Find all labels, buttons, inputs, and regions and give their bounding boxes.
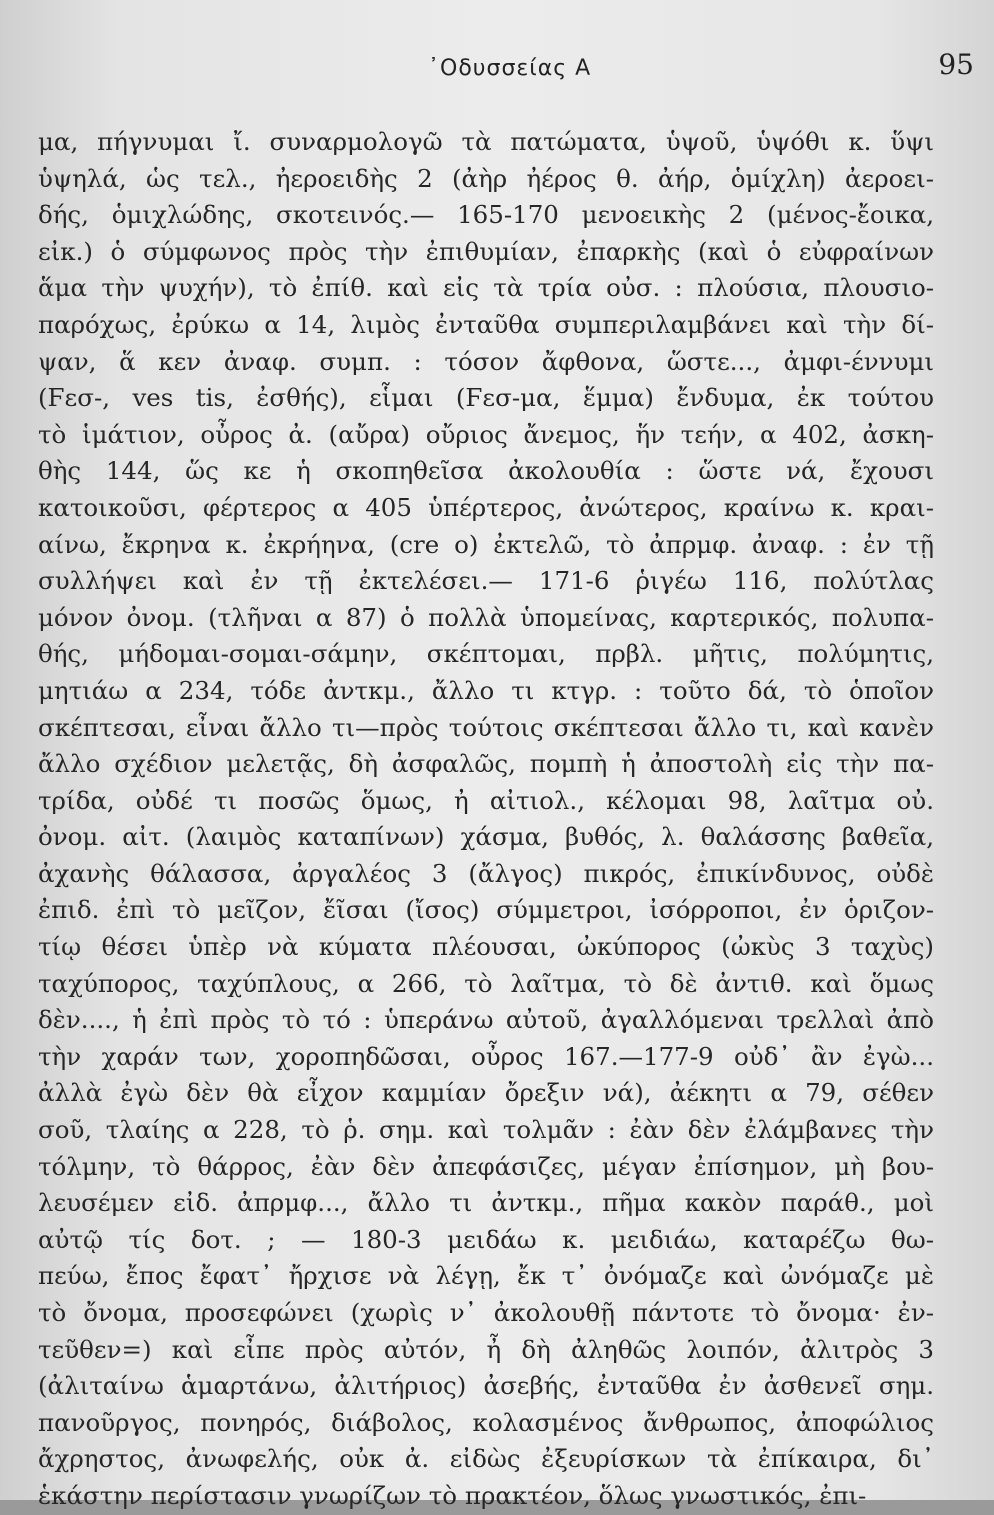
text-line: ὀνομ. αἰτ. (λαιμὸς καταπίνων) χάσμα, βυθός, λ. θαλάσσης βαθεῖα, bbox=[38, 822, 934, 852]
text-line: μόνον ὀνομ. (τλῆναι α 87) ὁ πολλὰ ὑπομείνας, καρτερικός, πολυπα- bbox=[38, 602, 934, 632]
text-line: τὸ ἱμάτιον, οὖρος ἀ. (αὔρα) οὔριος ἄνεμος, ἥν τεήν, α 402, ἀσκη- bbox=[38, 419, 934, 449]
text-line: τίῳ θέσει ὑπὲρ νὰ κύματα πλέουσαι, ὠκύπορος (ὠκὺς 3 ταχὺς) bbox=[38, 932, 934, 962]
text-line: ὑψηλά, ὡς τελ., ἠεροειδὴς 2 (ἀὴρ ἠέρος θ. ἀήρ, ὁμίχλη) ἀεροει- bbox=[38, 163, 934, 193]
text-line: κατοικοῦσι, φέρτερος α 405 ὑπέρτερος, ἀνώτερος, κραίνω κ. κραι- bbox=[38, 492, 934, 522]
text-line: σκέπτεσαι, εἶναι ἄλλο τι—πρὸς τούτοις σκέπτεσαι ἄλλο τι, καὶ κανὲν bbox=[38, 712, 934, 742]
text-line: πεύω, ἔπος ἔφατ᾽ ἤρχισε νὰ λέγῃ, ἔκ τ᾽ ὀνόμαζε καὶ ὠνόμαζε μὲ bbox=[38, 1261, 934, 1291]
text-line: λευσέμεν εἰδ. ἀπρμφ..., ἄλλο τι ἀντκμ., πῆμα κακὸν παράθ., μοὶ bbox=[38, 1188, 934, 1218]
text-line: παρόχως, ἐρύκω α 14, λιμὸς ἐνταῦθα συμπεριλαμβάνει καὶ τὴν δί- bbox=[38, 309, 934, 339]
text-line: τὴν χαράν των, χοροπηδῶσαι, οὖρος 167.—177-9 οὐδ᾽ ἂν ἐγὼ... bbox=[38, 1041, 934, 1071]
text-line: τεῦθεν=) καὶ εἶπε πρὸς αὐτόν, ἦ δὴ ἀληθῶς λοιπόν, ἀλιτρὸς 3 bbox=[38, 1334, 934, 1364]
running-title: ᾽Οδυσσείας Α bbox=[428, 56, 592, 81]
text-line: ἀλλὰ ἐγὼ δὲν θὰ εἶχον καμμίαν ὄρεξιν νά), ἀέκητι α 79, σέθεν bbox=[38, 1078, 934, 1108]
text-line: (ἀλιταίνω ἁμαρτάνω, ἀλιτήριος) ἀσεβής, ἐνταῦθα ἐν ἀσθενεῖ σημ. bbox=[38, 1371, 934, 1401]
text-line: σοῦ, τλαίης α 228, τὸ ῥ. σημ. καὶ τολμᾶν : ἐὰν δὲν ἐλάμβανες τὴν bbox=[38, 1115, 934, 1145]
text-line: ψαν, ἅ κεν ἀναφ. συμπ. : τόσον ἄφθονα, ὥστε..., ἀμφι-έννυμι bbox=[38, 346, 934, 376]
text-line: δής, ὁμιχλώδης, σκοτεινός.— 165-170 μενοεικὴς 2 (μένος-ἔοικα, bbox=[38, 200, 934, 230]
text-line: τόλμην, τὸ θάρρος, ἐὰν δὲν ἀπεφάσιζες, μέγαν ἐπίσημον, μὴ βου- bbox=[38, 1151, 934, 1181]
text-line: πανοῦργος, πονηρός, διάβολος, κολασμένος ἄνθρωπος, ἀποφώλιος bbox=[38, 1407, 934, 1437]
text-line: τρίδα, οὐδέ τι ποσῶς ὅμως, ἠ αἰτιολ., κέλομαι 98, λαῖτμα οὐ. bbox=[38, 785, 934, 815]
text-line: ἑκάστην περίστασιν γνωρίζων τὸ πρακτέον, ὅλως γνωστικός, ἐπι- bbox=[38, 1480, 867, 1510]
text-line: ἄλλο σχέδιον μελετᾷς, δὴ ἀσφαλῶς, πομπὴ ἡ ἀποστολὴ εἰς τὴν πα- bbox=[38, 749, 934, 779]
text-line: ἄχρηστος, ἀνωφελής, οὐκ ἀ. εἰδὼς ἐξευρίσκων τὰ ἐπίκαιρα, δι᾽ bbox=[38, 1444, 934, 1474]
text-line: ἀχανὴς θάλασσα, ἀργαλέος 3 (ἄλγος) πικρός, ἐπικίνδυνος, οὐδὲ bbox=[38, 858, 934, 888]
commentary-text bbox=[38, 124, 934, 1515]
text-line: θὴς 144, ὥς κε ἡ σκοπηθεῖσα ἀκολουθία : ὥστε νά, ἔχουσι bbox=[38, 456, 934, 486]
text-line: ἐπιδ. ἐπὶ τὸ μεῖζον, ἔῖσαι (ἴσος) σύμμετροι, ἰσόρροποι, ἐν ὁριζον- bbox=[38, 895, 934, 925]
text-line: (Ϝεσ-, ves tis, ἐσθής), εἷμαι (Ϝεσ-μα, ἕμμα) ἔνδυμα, ἐκ τούτου bbox=[38, 383, 934, 413]
text-line: μα, πήγνυμαι ἴ. συναρμολογῶ τὰ πατώματα, ὑψοῦ, ὑψόθι κ. ὕψι bbox=[38, 127, 934, 156]
text-line: αὐτῷ τίς δοτ. ; — 180-3 μειδάω κ. μειδιάω, καταρέζω θω- bbox=[38, 1224, 934, 1254]
text-line: αίνω, ἔκρηνα κ. ἐκρήηνα, (cre o) ἐκτελῶ, τὸ ἀπρμφ. ἀναφ. : ἐν τῇ bbox=[38, 529, 934, 559]
text-line: εἰκ.) ὁ σύμφωνος πρὸς τὴν ἐπιθυμίαν, ἐπαρκὴς (καὶ ὁ εὐφραίνων bbox=[38, 236, 934, 266]
text-line: τὸ ὄνομα, προσεφώνει (χωρὶς ν᾽ ἀκολουθῇ πάντοτε τὸ ὄνομα· ἐν- bbox=[38, 1298, 934, 1327]
text-line: ταχύπορος, ταχύπλους, α 266, τὸ λαῖτμα, τὸ δὲ ἀντιθ. καὶ ὅμως bbox=[38, 968, 934, 998]
text-line: μητιάω α 234, τόδε ἀντκμ., ἄλλο τι κτγρ. : τοῦτο δά, τὸ ὁποῖον bbox=[38, 675, 934, 705]
page-header bbox=[38, 0, 974, 124]
text-line: ἅμα τὴν ψυχήν), τὸ ἐπίθ. καὶ εἰς τὰ τρία οὐσ. : πλούσια, πλουσιο- bbox=[38, 273, 934, 303]
text-line: συλλήψει καὶ ἐν τῇ ἐκτελέσει.— 171-6 ῥιγέω 116, πολύτλας bbox=[38, 566, 934, 596]
page-number: 95 bbox=[938, 48, 974, 81]
text-line: θής, μήδομαι-σομαι-σάμην, σκέπτομαι, πρβλ. μῆτις, πολύμητις, bbox=[38, 639, 934, 669]
text-line: δὲν...., ἡ ἐπὶ πρὸς τὸ τό : ὑπεράνω αὐτοῦ, ἀγαλλόμεναι τρελλαὶ ἀπὸ bbox=[38, 1005, 934, 1035]
